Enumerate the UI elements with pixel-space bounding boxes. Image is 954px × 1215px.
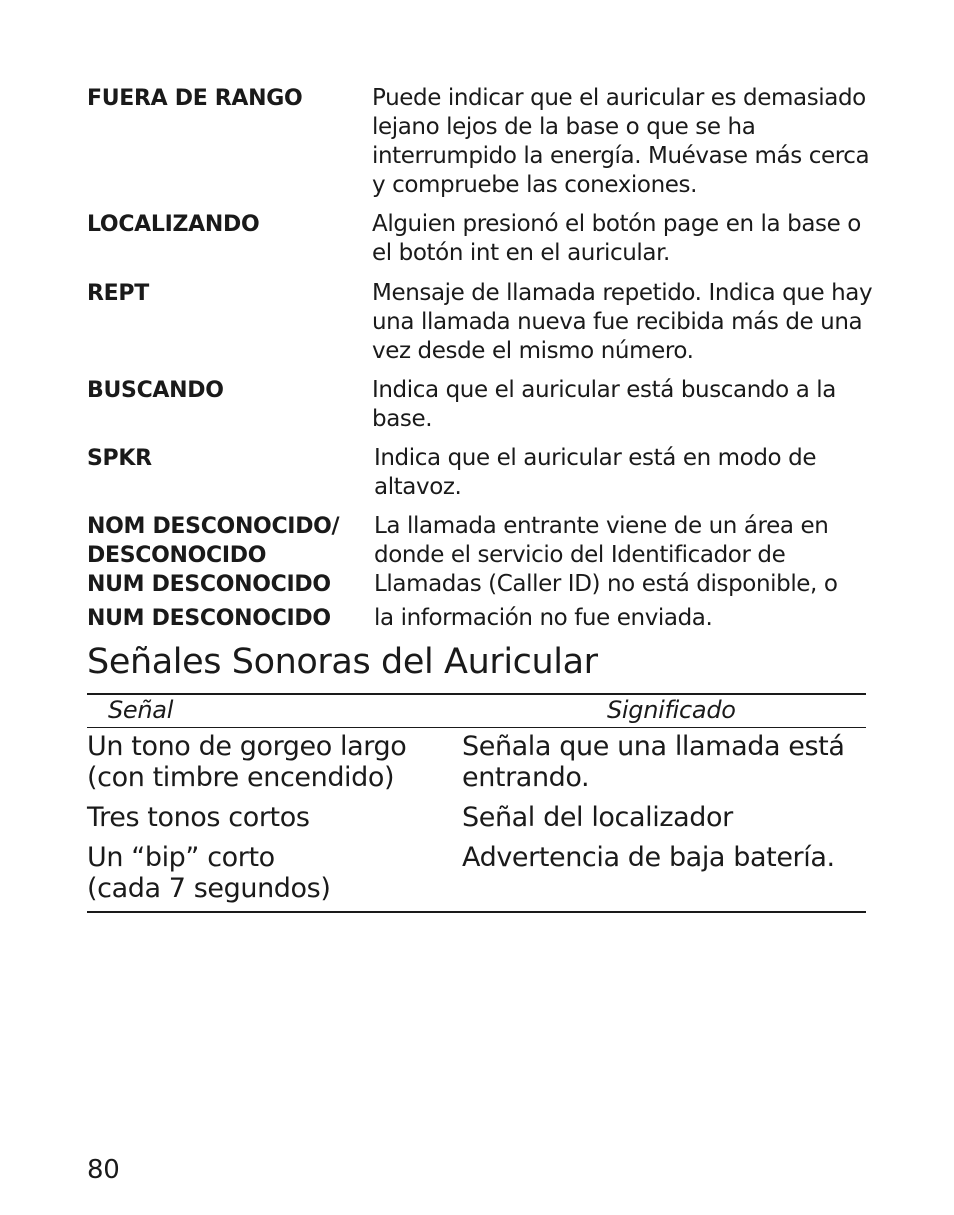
message-description: [372, 84, 872, 200]
message-term-line: SPKR: [87, 446, 152, 471]
message-term: [87, 84, 357, 113]
message-description-line: Puede indicar que el auricular es demasiado: [372, 85, 866, 111]
message-term: [87, 279, 357, 308]
message-description-line: donde el servicio del Identificador de: [374, 542, 786, 568]
message-term: [87, 210, 357, 239]
table-top-rule: [87, 693, 866, 695]
message-term: [87, 376, 357, 405]
message-description-line: Llamadas (Caller ID) no está disponible, o: [374, 571, 838, 597]
meaning-line: Advertencia de baja batería.: [462, 842, 835, 873]
message-description-line: interrumpido la energía. Muévase más cerca: [372, 143, 870, 169]
message-description-line: la información no fue enviada.: [374, 605, 713, 631]
message-description-line: y compruebe las conexiones.: [372, 172, 698, 198]
signal-line: Un “bip” corto: [87, 842, 275, 873]
message-description-line: el botón int en el auricular.: [372, 240, 670, 266]
message-term-line: NOM DESCONOCIDO/: [87, 514, 340, 539]
section-title: Señales Sonoras del Auricular: [87, 642, 598, 682]
message-term: [87, 444, 357, 473]
message-term-line: LOCALIZANDO: [87, 212, 260, 237]
meaning-cell: [462, 842, 835, 873]
meaning-line: Señala que una llamada está: [462, 731, 845, 762]
message-description-line: Alguien presionó el botón page en la base o: [372, 211, 861, 237]
message-term-line: REPT: [87, 281, 149, 306]
message-term: [87, 512, 357, 633]
message-description: [372, 210, 872, 268]
message-term-line: BUSCANDO: [87, 378, 224, 403]
column-header-meaning: Significado: [607, 696, 736, 724]
meaning-cell: [462, 731, 845, 793]
meaning-cell: [462, 802, 733, 833]
signal-line: (con timbre encendido): [87, 762, 395, 793]
meaning-line: Señal del localizador: [462, 802, 733, 833]
message-description-line: Mensaje de llamada repetido. Indica que hay: [372, 280, 873, 306]
message-description-line: altavoz.: [374, 474, 462, 500]
signal-line: Tres tonos cortos: [87, 802, 310, 833]
message-description: [372, 376, 872, 434]
message-description-line: lejano lejos de la base o que se ha: [372, 114, 756, 140]
message-term-line: FUERA DE RANGO: [87, 86, 303, 111]
message-description-line: La llamada entrante viene de un área en: [374, 513, 829, 539]
message-term-line: NUM DESCONOCIDO: [87, 572, 331, 597]
column-header-signal: Señal: [108, 696, 174, 724]
signal-cell: [87, 731, 406, 793]
header-rule: [87, 727, 866, 728]
message-description: [374, 512, 874, 633]
message-description-line: Indica que el auricular está buscando a la: [372, 377, 836, 403]
message-description-line: una llamada nueva fue recibida más de una: [372, 309, 863, 335]
message-term-line: DESCONOCIDO: [87, 543, 267, 568]
message-description-line: base.: [372, 406, 433, 432]
signal-line: Un tono de gorgeo largo: [87, 731, 407, 762]
message-description: [374, 444, 874, 502]
signal-cell: [87, 802, 310, 833]
meaning-line: entrando.: [462, 762, 590, 793]
signal-line: (cada 7 segundos): [87, 873, 331, 904]
message-description-line: Indica que el auricular está en modo de: [374, 445, 817, 471]
signal-cell: [87, 842, 330, 904]
table-bottom-rule: [87, 911, 866, 913]
message-description: [372, 279, 872, 366]
page-number: 80: [87, 1155, 120, 1185]
message-term-line: NUM DESCONOCIDO: [87, 606, 331, 631]
message-description-line: vez desde el mismo número.: [372, 338, 694, 364]
